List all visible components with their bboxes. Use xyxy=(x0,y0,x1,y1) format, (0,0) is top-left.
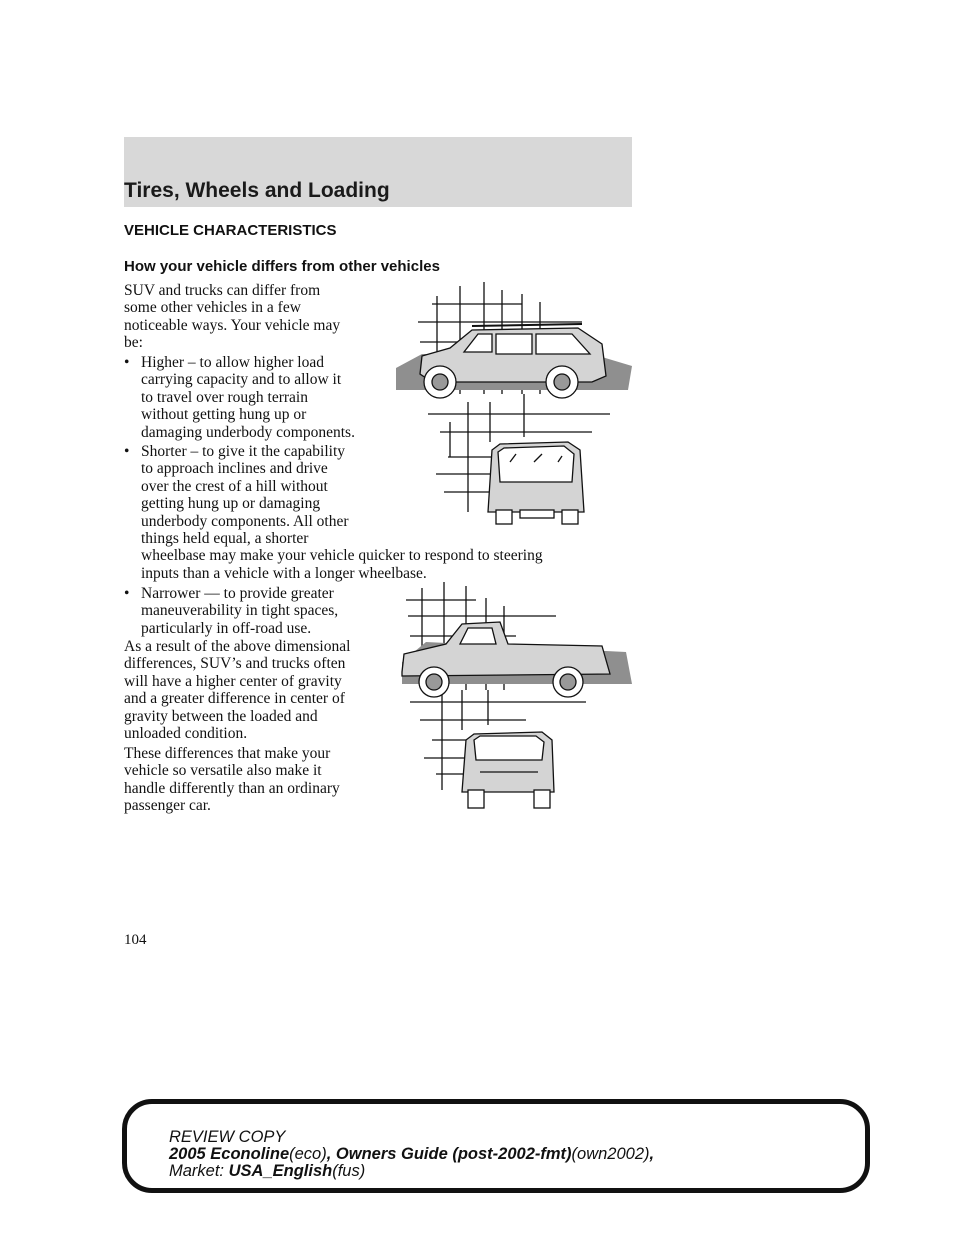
text-line: damaging underbody components. xyxy=(141,423,355,441)
text-line: gravity between the loaded and xyxy=(124,707,318,725)
pickup-rear xyxy=(462,732,554,808)
text-line: getting hung up or damaging xyxy=(141,495,321,513)
footer-line-model xyxy=(169,1146,654,1163)
page-header-title: Tires, Wheels and Loading xyxy=(124,179,390,202)
text-line: unloaded condition. xyxy=(124,725,248,743)
text-line: underbody components. All other xyxy=(141,512,349,530)
text-line: vehicle so versatile also make it xyxy=(124,762,322,780)
text-line: wheelbase may make your vehicle quicker to respond to steering xyxy=(141,547,543,565)
footer-market-name: USA_English xyxy=(228,1162,333,1180)
bullet-dot: • xyxy=(124,443,130,460)
bullet-dot: • xyxy=(124,585,130,602)
paragraph-versatile xyxy=(124,745,340,815)
footer-line-review: REVIEW COPY xyxy=(169,1128,286,1146)
text-line: handle differently than an ordinary xyxy=(124,779,340,797)
intro-paragraph xyxy=(124,282,340,352)
text-line: SUV and trucks can differ from xyxy=(124,282,321,299)
text-line: inputs than a vehicle with a longer wheelbase. xyxy=(141,564,427,582)
paragraph-result xyxy=(124,638,350,742)
bullet-dot: • xyxy=(124,354,130,371)
text-line: will have a higher center of gravity xyxy=(124,672,342,690)
section-title: VEHICLE CHARACTERISTICS xyxy=(124,222,337,239)
text-line: maneuverability in tight spaces, xyxy=(141,602,339,620)
suv-rear xyxy=(488,442,584,524)
text-line: As a result of the above dimensional xyxy=(124,638,351,655)
footer-text xyxy=(169,1129,654,1180)
pickup-side xyxy=(402,622,610,697)
text-line: carrying capacity and to allow it xyxy=(141,371,342,389)
text-line: things held equal, a shorter xyxy=(141,530,309,548)
suv-illustration xyxy=(392,282,642,527)
text-line: passenger car. xyxy=(124,797,211,815)
footer-market-code: (fus) xyxy=(332,1162,366,1180)
footer-separator: , xyxy=(649,1145,655,1163)
text-line: and a greater difference in center of xyxy=(124,690,345,708)
footer-model-name: 2005 Econoline xyxy=(169,1145,290,1163)
subsection-title: How your vehicle differs from other vehicles xyxy=(124,258,440,275)
pickup-illustration xyxy=(396,580,636,810)
page-number: 104 xyxy=(124,932,147,948)
text-line: noticeable ways. Your vehicle may xyxy=(124,316,341,334)
footer-separator: , xyxy=(326,1145,332,1163)
text-line: be: xyxy=(124,334,143,352)
text-line: some other vehicles in a few xyxy=(124,299,301,317)
text-line: to approach inclines and drive xyxy=(141,460,328,478)
footer-guide-name: Owners Guide (post-2002-fmt) xyxy=(331,1145,572,1163)
text-line: These differences that make your xyxy=(124,745,331,762)
text-line: Shorter – to give it the capability xyxy=(141,443,346,460)
footer-model-code: (eco) xyxy=(289,1145,327,1163)
footer-market-label: Market: xyxy=(169,1162,229,1180)
text-line: particularly in off-road use. xyxy=(141,619,312,637)
bullet-text xyxy=(141,354,355,441)
text-line: differences, SUV’s and trucks often xyxy=(124,655,346,673)
text-line: Narrower — to provide greater xyxy=(141,585,334,602)
text-line: over the crest of a hill without xyxy=(141,477,328,495)
footer-line-market xyxy=(169,1163,654,1180)
header-band xyxy=(124,137,632,207)
footer-guide-code: (own2002) xyxy=(571,1145,650,1163)
text-line: Higher – to allow higher load xyxy=(141,354,324,371)
bullet-text xyxy=(141,585,338,637)
text-line: without getting hung up or xyxy=(141,406,307,424)
text-line: to travel over rough terrain xyxy=(141,388,308,406)
footer-review-box xyxy=(122,1099,870,1193)
